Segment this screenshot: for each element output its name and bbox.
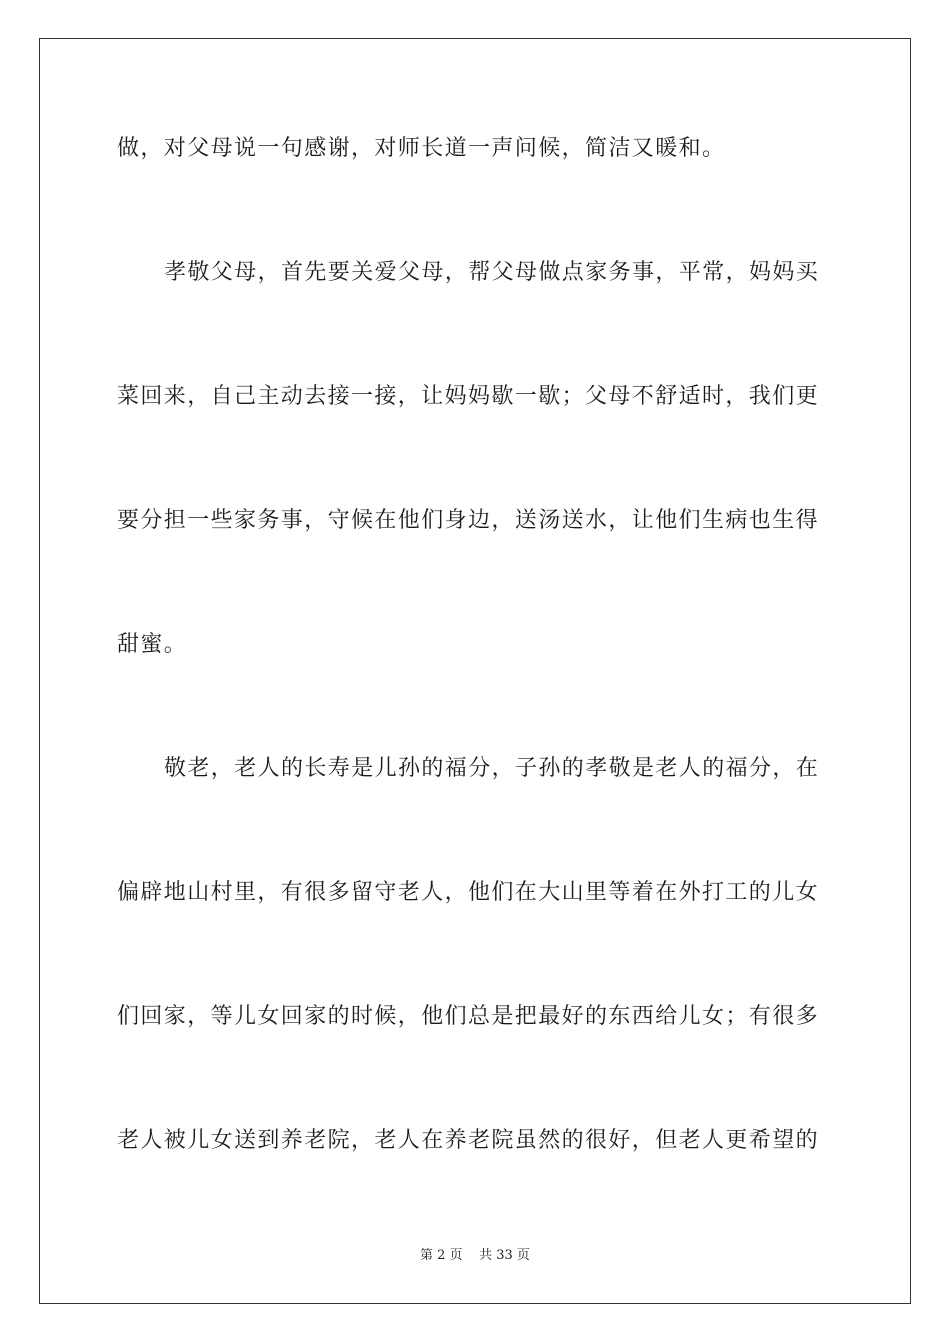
body-text-line: 菜回来，自己主动去接一接，让妈妈歇一歇；父母不舒适时，我们更	[117, 384, 820, 409]
body-text-line: 甜蜜。	[117, 632, 188, 657]
body-text-line: 要分担一些家务事，守候在他们身边，送汤送水，让他们生病也生得	[117, 508, 820, 533]
body-text-line: 孝敬父母，首先要关爱父母，帮父母做点家务事，平常，妈妈买	[164, 260, 820, 285]
body-text-line: 老人被儿女送到养老院，老人在养老院虽然的很好，但老人更希望的	[117, 1128, 820, 1153]
page-footer	[0, 1247, 950, 1265]
page-number: 第 2 页	[420, 1248, 463, 1263]
body-text-line: 们回家，等儿女回家的时候，他们总是把最好的东西给儿女；有很多	[117, 1004, 820, 1029]
body-text-line: 敬老，老人的长寿是儿孙的福分，子孙的孝敬是老人的福分，在	[164, 756, 820, 781]
page-total: 共 33 页	[479, 1248, 530, 1263]
page-border	[39, 38, 911, 1304]
body-text-line: 偏辟地山村里，有很多留守老人，他们在大山里等着在外打工的儿女	[117, 880, 820, 905]
body-text-line: 做，对父母说一句感谢，对师长道一声问候，简洁又暖和。	[117, 136, 726, 161]
